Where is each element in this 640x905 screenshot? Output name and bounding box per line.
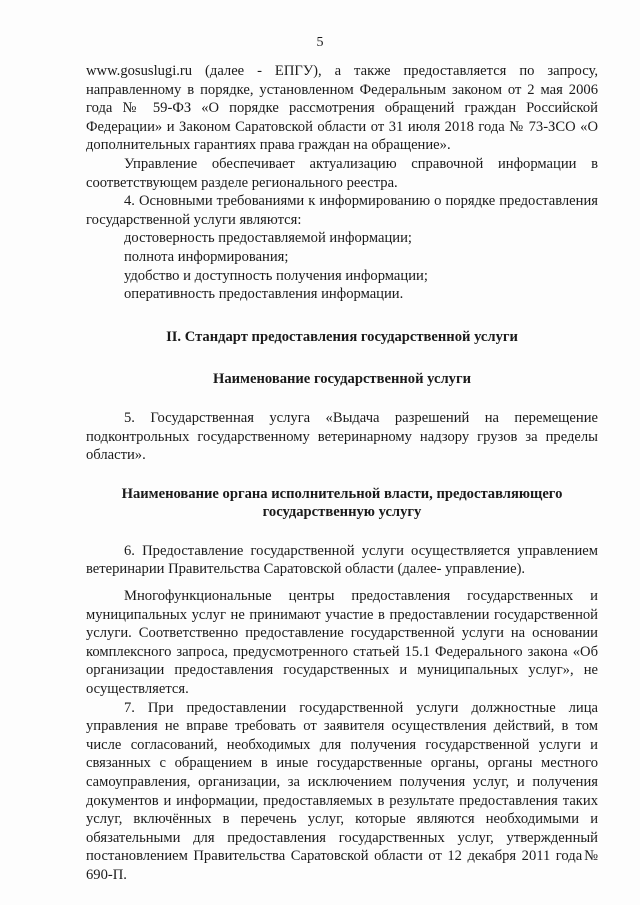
page-number: 5 — [316, 35, 324, 50]
paragraph-authority: 6. Предоставление государственной услуги осуществляется управлением ветеринарии Правительства Саратовской области (далее- управление). — [86, 542, 598, 578]
paragraph-restrictions: 7. При предоставлении государственной услуги должностные лица управления не вправе требовать от заявителя осуществления действий, в том числе согласований, необходимых для получения государственной услуги и связанных с обращением в иные государственные органы, органы местного самоуправления, организации, за исключением получения услуг, и получения документов и информации, предоставляемых в результате предоставления таких услуг, включённых в перечень услуг, которые являются необходимыми и обязательными для предоставления государственных услуг, утвержденный постановлением Правительства Саратовской области от 12 декабря 2011 года№ 690-П. — [86, 699, 598, 883]
paragraph-actualization: Управление обеспечивает актуализацию справочной информации в соответствующем разделе регионального реестра. — [86, 155, 598, 191]
list-item-completeness: полнота информирования; — [124, 248, 289, 265]
document-body — [86, 62, 598, 885]
section-heading: II. Стандарт предоставления государственной услуги — [166, 328, 518, 345]
list-item-promptness: оперативность предоставления информации. — [124, 286, 404, 303]
paragraph-gosuslugi: www.gosuslugi.ru (далее - ЕПГУ), а также предоставляется по запросу, направленному в порядке, установленном Федеральным законом от 2 мая 2006 года № 59-ФЗ «О порядке рассмотрения обращений граждан Российской Федерации» и Законом Саратовской области от 31 июля 2018 года № 73-ЗСО «О дополнительных гарантиях права граждан на обращение». — [86, 63, 598, 154]
subheading-service-name: Наименование государственной услуги — [213, 371, 471, 388]
paragraph-mfc: Многофункциональные центры предоставления государственных и муниципальных услуг не принимают участие в предоставлении государственной услуги. Соответственно предоставление государственной услуги на основании комплексного запроса, предусмотренного статьей 15.1 Федерального закона «Об организации предоставления государственных и муниципальных услуг», не осуществляется. — [86, 588, 598, 698]
paragraph-requirements: 4. Основными требованиями к информированию о порядке предоставления государственной услуги являются: — [86, 193, 598, 228]
list-item-convenience: удобство и доступность получения информации; — [124, 267, 428, 284]
subheading-authority: Наименование органа исполнительной власти, предоставляющего государственную услугу — [121, 485, 563, 521]
paragraph-service-name: 5. Государственная услуга «Выдача разрешений на перемещение подконтрольных государственному ветеринарному надзору грузов за пределы области». — [86, 409, 598, 464]
list-item-reliability: достоверность предоставляемой информации; — [124, 230, 412, 247]
